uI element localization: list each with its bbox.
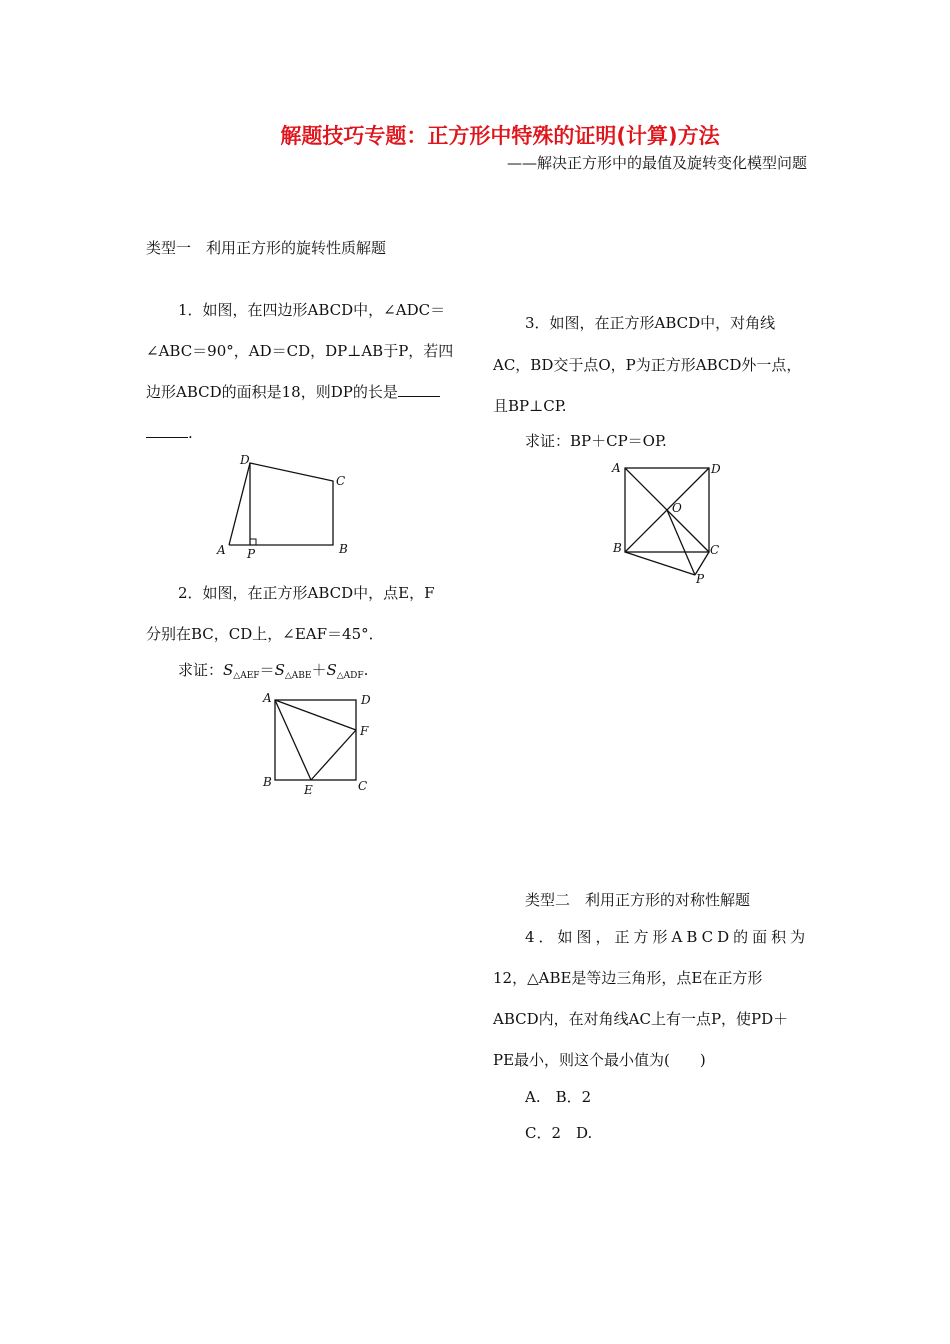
q4-line1: 4．如图，正方形ABCD的面积为 <box>525 928 810 946</box>
q1-label-b: B <box>339 542 348 556</box>
type2-heading: 类型二 利用正方形的对称性解题 <box>525 891 751 909</box>
q4-options-ab: A. B．2 <box>525 1088 592 1106</box>
q2-label-b: B <box>263 775 272 789</box>
q1-label-c: C <box>336 474 346 488</box>
q2-label-d: D <box>361 693 371 707</box>
q4-options-cd: C．2 D. <box>525 1124 593 1142</box>
q1-line3: 边形ABCD的面积是18，则DP的长是 <box>146 382 440 402</box>
q3-line2: AC，BD交于点O，P为正方形ABCD外一点， <box>493 356 802 374</box>
q3-label-a: A <box>612 461 621 475</box>
q3-label-c: C <box>710 543 720 557</box>
q1-right-angle-mark <box>250 539 256 545</box>
q1-label-a: A <box>217 543 226 557</box>
q3-line-bp <box>625 552 695 575</box>
q2-square <box>275 700 356 780</box>
q4-line2: 12，△ABE是等边三角形，点E在正方形 <box>493 969 763 987</box>
page-title: 解题技巧专题：正方形中特殊的证明(计算)方法 <box>280 124 720 148</box>
q3-line1: 3．如图，在正方形ABCD中，对角线 <box>525 314 776 332</box>
q2-line2: 分别在BC，CD上，∠EAF＝45°． <box>146 625 384 643</box>
q2-label-f: F <box>360 724 369 738</box>
q2-label-c: C <box>358 779 368 793</box>
q2-label-e: E <box>304 783 313 797</box>
q2-line1: 2．如图，在正方形ABCD中，点E，F <box>178 584 435 602</box>
q3-figure <box>605 458 735 590</box>
q4-line4: PE最小，则这个最小值为( ) <box>493 1051 706 1069</box>
q3-line-op <box>667 510 695 575</box>
q1-line2: ∠ABC＝90°，AD＝CD，DP⊥AB于P，若四 <box>146 342 454 360</box>
q1-label-d: D <box>240 453 250 467</box>
type1-heading: 类型一 利用正方形的旋转性质解题 <box>146 239 387 257</box>
q3-label-p: P <box>696 572 705 586</box>
q3-proof: 求证：BP＋CP＝OP. <box>525 432 667 450</box>
q3-label-b: B <box>613 541 622 555</box>
page-subtitle: ——解决正方形中的最值及旋转变化模型问题 <box>506 154 807 172</box>
q1-line1: 1．如图，在四边形ABCD中，∠ADC＝ <box>178 301 446 319</box>
q1-quadrilateral <box>229 463 333 545</box>
q2-proof: 求证：$S_{\triangle AEF}=S_{\triangle ABE}+S_{\triangle ADF}$. <box>178 661 369 681</box>
q4-line3: ABCD内，在对角线AC上有一点P，使PD＋ <box>493 1010 789 1028</box>
q2-label-a: A <box>263 691 272 705</box>
q2-figure <box>258 688 373 798</box>
q3-line3: 且BP⊥CP. <box>493 397 567 415</box>
q3-label-d: D <box>711 462 721 476</box>
q1-figure <box>215 450 350 560</box>
q1-label-p: P <box>247 547 256 560</box>
q1-line4: . <box>146 423 193 443</box>
q3-label-o: O <box>672 501 682 515</box>
q2-line-ef <box>311 730 356 780</box>
